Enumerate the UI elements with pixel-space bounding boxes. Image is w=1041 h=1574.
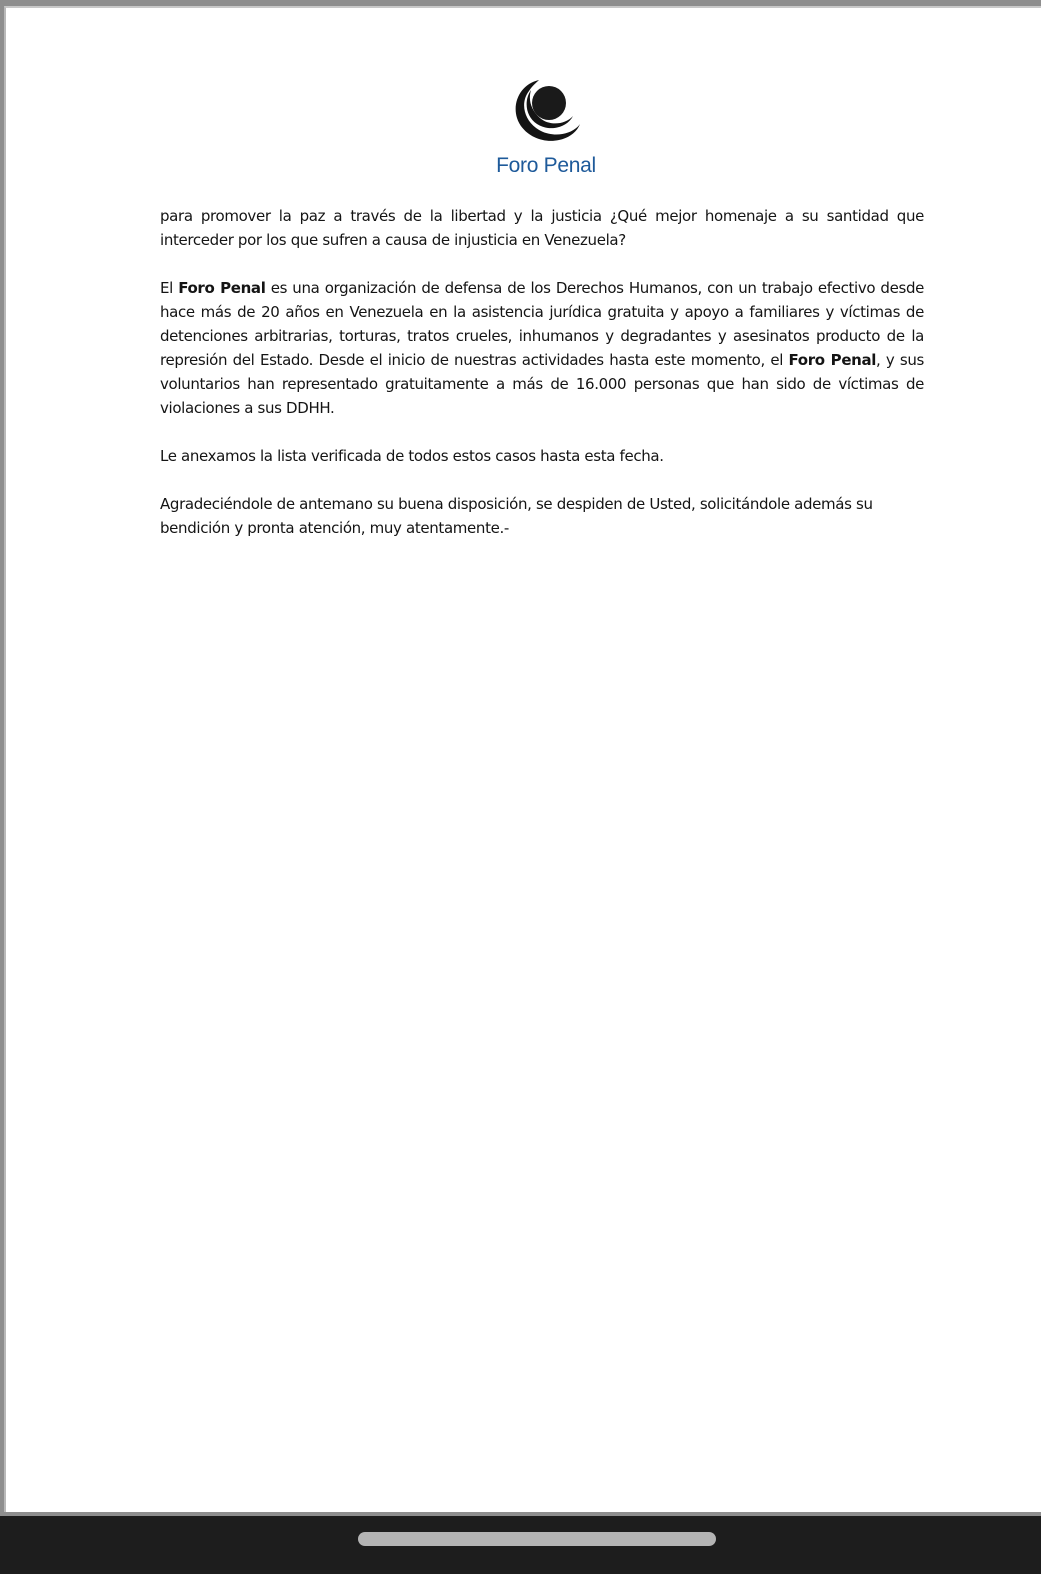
paragraph-intro: para promover la paz a través de la libertad y la justicia ¿Qué mejor homenaje a su santidad que interceder por los que sufren a causa de injusticia en Venezuela? <box>160 207 924 249</box>
paragraph-about <box>160 276 924 420</box>
foro-penal-logo-icon <box>509 76 583 148</box>
org-name: Foro Penal <box>496 154 596 177</box>
letter-body <box>160 204 924 564</box>
about-text-3: , y sus voluntarios han representado gratuitamente a más de 16.000 personas que han sido de víctimas de violaciones a sus DDHH. <box>160 351 924 417</box>
about-text-1: El <box>160 279 179 297</box>
org-logo <box>476 76 616 186</box>
org-name-bold-2: Foro Penal <box>788 351 877 369</box>
org-name-bold-1: Foro Penal <box>178 279 266 297</box>
paragraph-attachment: Le anexamos la lista verificada de todos estos casos hasta esta fecha. <box>160 447 664 465</box>
document-page <box>4 6 1041 1512</box>
home-indicator[interactable] <box>358 1532 716 1546</box>
paragraph-closing: Agradeciéndole de antemano su buena disposición, se despiden de Usted, solicitándole además su bendición y pronta atención, muy atentamente.- <box>160 495 873 537</box>
about-text-2: es una organización de defensa de los Derechos Humanos, con un trabajo efectivo desde hace más de 20 años en Venezuela en la asistencia jurídica gratuita y apoyo a familiares y víctimas de detenciones arbitrarias, torturas, tratos crueles, inhumanos y degradantes y asesinatos producto de la represión del Estado. Desde el inicio de nuestras actividades hasta este momento, el <box>160 279 924 369</box>
